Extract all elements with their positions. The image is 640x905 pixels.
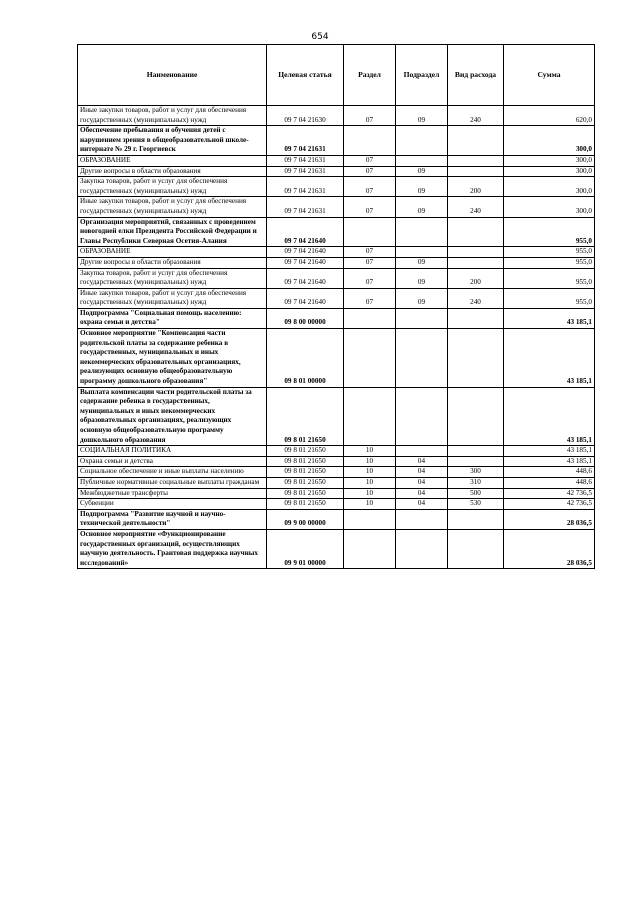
cell-amount: 43 185,1 [504, 456, 595, 467]
cell-subsection: 04 [396, 477, 448, 488]
cell-expense-type [448, 217, 504, 247]
cell-section [344, 509, 396, 529]
cell-expense-type [448, 329, 504, 388]
cell-name: Основное мероприятие "Компенсация части родительской платы за содержание ребенка в государственных, муниципальных и иных некоммерческих образовательных организациях, реализующих основную общеобразовательную программу дошкольного образования" [78, 329, 267, 388]
cell-section: 07 [344, 288, 396, 308]
cell-subsection: 09 [396, 106, 448, 126]
cell-subsection [396, 217, 448, 247]
table-row [78, 446, 595, 457]
cell-name: Закупка товаров, работ и услуг для обеспечения государственных (муниципальных) нужд [78, 177, 267, 197]
cell-name: Основное мероприятие «Функционирование государственных организаций, осуществляющих научную деятельность. Грантовая поддержка научных исследований» [78, 529, 267, 568]
table-row [78, 197, 595, 217]
cell-expense-type: 240 [448, 197, 504, 217]
table-row [78, 288, 595, 308]
cell-expense-type: 200 [448, 268, 504, 288]
cell-amount: 955,0 [504, 247, 595, 258]
cell-amount: 42 736,5 [504, 499, 595, 510]
table-header-row [78, 45, 595, 106]
header-section: Раздел [344, 45, 396, 106]
cell-section [344, 217, 396, 247]
cell-section: 10 [344, 477, 396, 488]
cell-amount: 955,0 [504, 217, 595, 247]
cell-expense-type [448, 155, 504, 166]
cell-target: 09 8 01 21650 [267, 488, 344, 499]
table-row [78, 499, 595, 510]
cell-target: 09 7 04 21640 [267, 247, 344, 258]
cell-target: 09 7 04 21631 [267, 197, 344, 217]
table-row [78, 477, 595, 488]
cell-subsection: 09 [396, 166, 448, 177]
cell-target: 09 7 04 21631 [267, 177, 344, 197]
cell-expense-type [448, 257, 504, 268]
cell-name: Иные закупки товаров, работ и услуг для обеспечения государственных (муниципальных) нужд [78, 197, 267, 217]
cell-subsection: 09 [396, 257, 448, 268]
cell-expense-type [448, 166, 504, 177]
cell-target: 09 8 01 21650 [267, 387, 344, 446]
table-row [78, 488, 595, 499]
cell-target: 09 8 01 21650 [267, 446, 344, 457]
cell-section: 10 [344, 467, 396, 478]
cell-subsection [396, 126, 448, 156]
cell-amount: 300,0 [504, 155, 595, 166]
cell-amount: 955,0 [504, 268, 595, 288]
cell-expense-type: 500 [448, 488, 504, 499]
cell-section: 07 [344, 106, 396, 126]
table-row [78, 268, 595, 288]
cell-target: 09 7 04 21640 [267, 268, 344, 288]
cell-section [344, 126, 396, 156]
table-row [78, 155, 595, 166]
cell-amount: 43 185,1 [504, 308, 595, 328]
cell-name: Выплата компенсации части родительской платы за содержание ребенка в государственных, муниципальных и иных некоммерческих образовательных организациях, реализующих основную общеобразовательную программу дошкольного образования [78, 387, 267, 446]
cell-subsection: 04 [396, 456, 448, 467]
cell-section: 07 [344, 257, 396, 268]
cell-section: 07 [344, 166, 396, 177]
cell-name: Другие вопросы в области образования [78, 257, 267, 268]
cell-expense-type: 530 [448, 499, 504, 510]
cell-section: 07 [344, 155, 396, 166]
cell-amount: 300,0 [504, 177, 595, 197]
cell-name: Субвенции [78, 499, 267, 510]
cell-subsection [396, 155, 448, 166]
cell-target: 09 8 00 00000 [267, 308, 344, 328]
table-row [78, 217, 595, 247]
cell-subsection: 09 [396, 177, 448, 197]
cell-target: 09 8 01 21650 [267, 477, 344, 488]
cell-target: 09 8 01 21650 [267, 499, 344, 510]
cell-name: ОБРАЗОВАНИЕ [78, 247, 267, 258]
cell-name: Организация мероприятий, связанных с проведением новогодней елки Президента Российской Федерации и Главы Республики Северная Осетия-Алания [78, 217, 267, 247]
cell-name: Иные закупки товаров, работ и услуг для обеспечения государственных (муниципальных) нужд [78, 288, 267, 308]
cell-name: Охрана семьи и детства [78, 456, 267, 467]
cell-amount: 620,0 [504, 106, 595, 126]
header-expense-type: Вид расхода [448, 45, 504, 106]
cell-section: 10 [344, 499, 396, 510]
cell-section: 07 [344, 197, 396, 217]
cell-subsection [396, 529, 448, 568]
table-row [78, 247, 595, 258]
cell-amount: 300,0 [504, 166, 595, 177]
page-number: 654 [311, 32, 329, 42]
cell-subsection: 04 [396, 488, 448, 499]
cell-subsection [396, 509, 448, 529]
cell-name: Подпрограмма "Развитие научной и научно-технической деятельности" [78, 509, 267, 529]
cell-target: 09 7 04 21640 [267, 288, 344, 308]
cell-section: 10 [344, 456, 396, 467]
cell-expense-type [448, 446, 504, 457]
cell-amount: 955,0 [504, 288, 595, 308]
cell-subsection [396, 387, 448, 446]
table-row [78, 456, 595, 467]
cell-target: 09 7 04 21630 [267, 106, 344, 126]
cell-subsection [396, 308, 448, 328]
table-row [78, 106, 595, 126]
cell-subsection [396, 329, 448, 388]
cell-expense-type [448, 247, 504, 258]
cell-subsection: 09 [396, 268, 448, 288]
cell-section: 07 [344, 268, 396, 288]
cell-subsection [396, 247, 448, 258]
cell-subsection [396, 446, 448, 457]
cell-target: 09 8 01 21650 [267, 467, 344, 478]
cell-name: Обеспечение пребывания и обучения детей с нарушением зрения в общеобразовательной школе-интернате № 29 г. Георгиевск [78, 126, 267, 156]
cell-section [344, 329, 396, 388]
header-subsection: Подраздел [396, 45, 448, 106]
cell-section: 10 [344, 488, 396, 499]
cell-name: Публичные нормативные социальные выплаты гражданам [78, 477, 267, 488]
table-row [78, 177, 595, 197]
header-target: Целевая статья [267, 45, 344, 106]
cell-section [344, 308, 396, 328]
cell-expense-type: 240 [448, 288, 504, 308]
cell-name: СОЦИАЛЬНАЯ ПОЛИТИКА [78, 446, 267, 457]
cell-name: Закупка товаров, работ и услуг для обеспечения государственных (муниципальных) нужд [78, 268, 267, 288]
cell-target: 09 7 04 21640 [267, 217, 344, 247]
cell-expense-type: 300 [448, 467, 504, 478]
cell-section [344, 387, 396, 446]
cell-amount: 43 185,1 [504, 387, 595, 446]
cell-expense-type: 200 [448, 177, 504, 197]
table-row [78, 126, 595, 156]
cell-target: 09 7 04 21631 [267, 126, 344, 156]
cell-target: 09 7 04 21640 [267, 257, 344, 268]
cell-expense-type: 310 [448, 477, 504, 488]
cell-amount: 448,6 [504, 467, 595, 478]
cell-amount: 42 736,5 [504, 488, 595, 499]
cell-name: Подпрограмма "Социальная помощь населению: охрана семьи и детства" [78, 308, 267, 328]
cell-section [344, 529, 396, 568]
table-row [78, 529, 595, 568]
cell-target: 09 8 01 00000 [267, 329, 344, 388]
cell-name: Другие вопросы в области образования [78, 166, 267, 177]
cell-amount: 448,6 [504, 477, 595, 488]
cell-amount: 955,0 [504, 257, 595, 268]
cell-amount: 28 036,5 [504, 529, 595, 568]
cell-subsection: 04 [396, 499, 448, 510]
table-row [78, 166, 595, 177]
table-row [78, 329, 595, 388]
cell-expense-type [448, 126, 504, 156]
cell-section: 07 [344, 247, 396, 258]
table-row [78, 509, 595, 529]
cell-amount: 300,0 [504, 126, 595, 156]
cell-section: 07 [344, 177, 396, 197]
table-row [78, 387, 595, 446]
cell-name: Социальное обеспечение и иные выплаты населению [78, 467, 267, 478]
table-body [78, 106, 595, 569]
cell-target: 09 9 00 00000 [267, 509, 344, 529]
cell-target: 09 8 01 21650 [267, 456, 344, 467]
table-row [78, 308, 595, 328]
cell-amount: 43 185,1 [504, 446, 595, 457]
cell-amount: 300,0 [504, 197, 595, 217]
table-row [78, 257, 595, 268]
cell-subsection: 09 [396, 197, 448, 217]
cell-name: Межбюджетные трансферты [78, 488, 267, 499]
cell-target: 09 7 04 21631 [267, 155, 344, 166]
cell-name: ОБРАЗОВАНИЕ [78, 155, 267, 166]
cell-expense-type: 240 [448, 106, 504, 126]
cell-subsection: 09 [396, 288, 448, 308]
header-amount: Сумма [504, 45, 595, 106]
cell-expense-type [448, 509, 504, 529]
cell-expense-type [448, 308, 504, 328]
cell-target: 09 7 04 21631 [267, 166, 344, 177]
cell-amount: 28 036,5 [504, 509, 595, 529]
budget-table [77, 44, 595, 569]
table-row [78, 467, 595, 478]
cell-target: 09 9 01 00000 [267, 529, 344, 568]
cell-amount: 43 185,1 [504, 329, 595, 388]
cell-expense-type [448, 529, 504, 568]
cell-subsection: 04 [396, 467, 448, 478]
cell-expense-type [448, 387, 504, 446]
cell-name: Иные закупки товаров, работ и услуг для обеспечения государственных (муниципальных) нужд [78, 106, 267, 126]
cell-section: 10 [344, 446, 396, 457]
cell-expense-type [448, 456, 504, 467]
header-name: Наименование [78, 45, 267, 106]
